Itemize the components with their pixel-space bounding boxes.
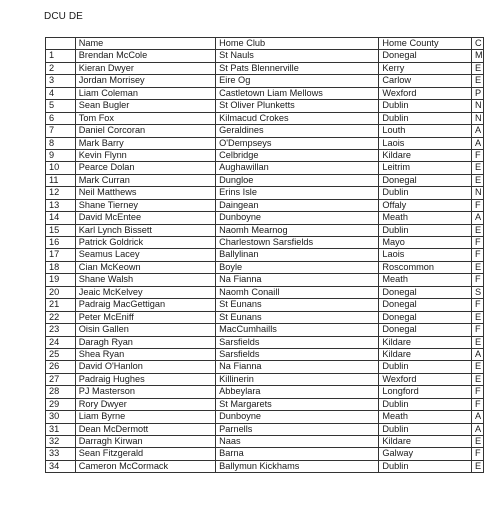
cell-home-club: Ballylinan <box>216 249 379 261</box>
table-header-row <box>46 38 484 50</box>
cell-number: 4 <box>46 87 76 99</box>
table-row <box>46 62 484 74</box>
cell-number: 31 <box>46 423 76 435</box>
cell-home-club: Ballymun Kickhams <box>216 460 379 472</box>
cell-number: 11 <box>46 174 76 186</box>
cell-home-county: Kildare <box>379 436 472 448</box>
table-row <box>46 324 484 336</box>
cell-clipped: A <box>471 137 483 149</box>
table-row <box>46 448 484 460</box>
cell-home-club: Abbeylara <box>216 386 379 398</box>
cell-home-county: Wexford <box>379 373 472 385</box>
cell-number: 14 <box>46 212 76 224</box>
cell-home-county: Laois <box>379 137 472 149</box>
cell-number: 19 <box>46 274 76 286</box>
cell-home-county: Donegal <box>379 50 472 62</box>
cell-home-club: Naas <box>216 436 379 448</box>
table-row <box>46 398 484 410</box>
cell-home-county: Dublin <box>379 100 472 112</box>
cell-clipped: E <box>471 436 483 448</box>
cell-home-club: Dungloe <box>216 174 379 186</box>
cell-clipped: F <box>471 299 483 311</box>
table-row <box>46 137 484 149</box>
cell-home-club: Sarsfields <box>216 348 379 360</box>
cell-clipped: F <box>471 199 483 211</box>
table-row <box>46 87 484 99</box>
cell-clipped: E <box>471 336 483 348</box>
table-row <box>46 460 484 472</box>
cell-clipped: N <box>471 100 483 112</box>
cell-number: 20 <box>46 286 76 298</box>
cell-name: Shane Tierney <box>75 199 215 211</box>
cell-clipped: E <box>471 75 483 87</box>
table-row <box>46 311 484 323</box>
cell-home-club: Sarsfields <box>216 336 379 348</box>
cell-home-club: St Eunans <box>216 311 379 323</box>
cell-clipped: S <box>471 286 483 298</box>
cell-number: 30 <box>46 411 76 423</box>
cell-clipped: F <box>471 249 483 261</box>
cell-name: Shane Walsh <box>75 274 215 286</box>
cell-home-club: St Nauls <box>216 50 379 62</box>
cell-home-county: Carlow <box>379 75 472 87</box>
table-body <box>46 50 484 473</box>
cell-number: 21 <box>46 299 76 311</box>
cell-home-county: Laois <box>379 249 472 261</box>
cell-name: Darragh Kirwan <box>75 436 215 448</box>
table-row <box>46 149 484 161</box>
cell-name: Kieran Dwyer <box>75 62 215 74</box>
cell-name: Liam Coleman <box>75 87 215 99</box>
cell-clipped: F <box>471 237 483 249</box>
cell-home-club: Boyle <box>216 261 379 273</box>
table-row <box>46 386 484 398</box>
cell-home-club: Barna <box>216 448 379 460</box>
cell-home-county: Dublin <box>379 460 472 472</box>
cell-home-club: Celbridge <box>216 149 379 161</box>
cell-home-club: Eire Og <box>216 75 379 87</box>
cell-clipped: E <box>471 460 483 472</box>
table-row <box>46 75 484 87</box>
table-row <box>46 174 484 186</box>
table-row <box>46 162 484 174</box>
cell-name: Mark Barry <box>75 137 215 149</box>
cell-name: PJ Masterson <box>75 386 215 398</box>
cell-home-county: Donegal <box>379 311 472 323</box>
cell-home-county: Kildare <box>379 149 472 161</box>
cell-home-county: Dublin <box>379 187 472 199</box>
cell-clipped: M <box>471 50 483 62</box>
cell-number: 9 <box>46 149 76 161</box>
cell-name: Brendan McCole <box>75 50 215 62</box>
cell-name: Jeaic McKelvey <box>75 286 215 298</box>
cell-clipped: E <box>471 373 483 385</box>
cell-name: Sean Bugler <box>75 100 215 112</box>
table-row <box>46 373 484 385</box>
cell-name: Kevin Flynn <box>75 149 215 161</box>
header-name: Name <box>75 38 215 50</box>
cell-number: 27 <box>46 373 76 385</box>
cell-number: 23 <box>46 324 76 336</box>
cell-name: Tom Fox <box>75 112 215 124</box>
cell-name: Sean Fitzgerald <box>75 448 215 460</box>
table-row <box>46 237 484 249</box>
cell-name: Patrick Goldrick <box>75 237 215 249</box>
cell-number: 22 <box>46 311 76 323</box>
cell-home-county: Roscommon <box>379 261 472 273</box>
cell-clipped: A <box>471 348 483 360</box>
cell-home-county: Dublin <box>379 361 472 373</box>
cell-number: 7 <box>46 125 76 137</box>
header-number <box>46 38 76 50</box>
cell-name: Daniel Corcoran <box>75 125 215 137</box>
cell-number: 18 <box>46 261 76 273</box>
cell-clipped: F <box>471 398 483 410</box>
cell-name: Daragh Ryan <box>75 336 215 348</box>
cell-home-county: Meath <box>379 212 472 224</box>
cell-number: 8 <box>46 137 76 149</box>
cell-home-club: Dunboyne <box>216 411 379 423</box>
cell-home-county: Louth <box>379 125 472 137</box>
cell-clipped: E <box>471 311 483 323</box>
cell-number: 33 <box>46 448 76 460</box>
header-clipped-column: C <box>471 38 483 50</box>
cell-number: 3 <box>46 75 76 87</box>
cell-name: Mark Curran <box>75 174 215 186</box>
table-row <box>46 423 484 435</box>
player-table <box>45 37 484 473</box>
cell-number: 5 <box>46 100 76 112</box>
cell-home-club: St Oliver Plunketts <box>216 100 379 112</box>
cell-name: Padraig MacGettigan <box>75 299 215 311</box>
cell-home-club: Kilmacud Crokes <box>216 112 379 124</box>
cell-number: 16 <box>46 237 76 249</box>
cell-number: 15 <box>46 224 76 236</box>
cell-clipped: N <box>471 187 483 199</box>
cell-home-club: Aughawillan <box>216 162 379 174</box>
cell-clipped: A <box>471 411 483 423</box>
cell-clipped: N <box>471 112 483 124</box>
cell-number: 32 <box>46 436 76 448</box>
table-row <box>46 261 484 273</box>
cell-name: Pearce Dolan <box>75 162 215 174</box>
cell-home-county: Galway <box>379 448 472 460</box>
cell-name: David McEntee <box>75 212 215 224</box>
table-row <box>46 224 484 236</box>
cell-clipped: E <box>471 174 483 186</box>
table-row <box>46 199 484 211</box>
cell-name: Karl Lynch Bissett <box>75 224 215 236</box>
cell-clipped: A <box>471 423 483 435</box>
cell-home-club: Daingean <box>216 199 379 211</box>
cell-home-county: Wexford <box>379 87 472 99</box>
cell-home-club: Parnells <box>216 423 379 435</box>
cell-home-county: Kildare <box>379 348 472 360</box>
cell-clipped: F <box>471 386 483 398</box>
cell-name: Shea Ryan <box>75 348 215 360</box>
cell-home-county: Offaly <box>379 199 472 211</box>
table-row <box>46 125 484 137</box>
cell-clipped: F <box>471 448 483 460</box>
cell-home-club: Killinerin <box>216 373 379 385</box>
cell-number: 17 <box>46 249 76 261</box>
cell-home-county: Donegal <box>379 299 472 311</box>
cell-home-county: Mayo <box>379 237 472 249</box>
cell-name: Cian McKeown <box>75 261 215 273</box>
cell-number: 13 <box>46 199 76 211</box>
table-row <box>46 348 484 360</box>
table-row <box>46 336 484 348</box>
cell-clipped: A <box>471 212 483 224</box>
cell-clipped: E <box>471 261 483 273</box>
cell-home-club: St Eunans <box>216 299 379 311</box>
document-title: DCU DE <box>44 11 83 22</box>
cell-clipped: E <box>471 62 483 74</box>
cell-number: 25 <box>46 348 76 360</box>
cell-home-club: St Margarets <box>216 398 379 410</box>
cell-home-club: Na Fianna <box>216 274 379 286</box>
cell-name: Dean McDermott <box>75 423 215 435</box>
cell-number: 2 <box>46 62 76 74</box>
table-row <box>46 249 484 261</box>
cell-clipped: E <box>471 224 483 236</box>
cell-name: Seamus Lacey <box>75 249 215 261</box>
cell-home-club: St Pats Blennerville <box>216 62 379 74</box>
cell-number: 1 <box>46 50 76 62</box>
cell-clipped: F <box>471 324 483 336</box>
table-row <box>46 361 484 373</box>
cell-home-club: O'Dempseys <box>216 137 379 149</box>
cell-clipped: E <box>471 361 483 373</box>
cell-name: Neil Matthews <box>75 187 215 199</box>
cell-home-county: Kildare <box>379 336 472 348</box>
cell-home-county: Kerry <box>379 62 472 74</box>
cell-home-county: Donegal <box>379 286 472 298</box>
cell-number: 34 <box>46 460 76 472</box>
cell-number: 12 <box>46 187 76 199</box>
cell-name: Rory Dwyer <box>75 398 215 410</box>
cell-number: 29 <box>46 398 76 410</box>
cell-name: Peter McEniff <box>75 311 215 323</box>
cell-name: Jordan Morrisey <box>75 75 215 87</box>
cell-home-county: Donegal <box>379 324 472 336</box>
cell-number: 24 <box>46 336 76 348</box>
cell-home-club: Geraldines <box>216 125 379 137</box>
table-row <box>46 286 484 298</box>
cell-home-club: MacCumhaills <box>216 324 379 336</box>
cell-number: 10 <box>46 162 76 174</box>
cell-number: 28 <box>46 386 76 398</box>
cell-clipped: P <box>471 87 483 99</box>
table-row <box>46 50 484 62</box>
table-row <box>46 411 484 423</box>
cell-name: Padraig Hughes <box>75 373 215 385</box>
cell-clipped: F <box>471 149 483 161</box>
cell-home-county: Dublin <box>379 398 472 410</box>
cell-home-county: Dublin <box>379 112 472 124</box>
cell-home-county: Meath <box>379 274 472 286</box>
cell-home-county: Longford <box>379 386 472 398</box>
cell-name: Oisin Gallen <box>75 324 215 336</box>
table-row <box>46 436 484 448</box>
cell-clipped: F <box>471 274 483 286</box>
header-home-club: Home Club <box>216 38 379 50</box>
cell-clipped: A <box>471 125 483 137</box>
table-row <box>46 112 484 124</box>
table-row <box>46 187 484 199</box>
cell-home-club: Dunboyne <box>216 212 379 224</box>
table-row <box>46 212 484 224</box>
cell-name: David O'Hanlon <box>75 361 215 373</box>
cell-name: Cameron McCormack <box>75 460 215 472</box>
cell-home-county: Donegal <box>379 174 472 186</box>
cell-home-club: Naomh Mearnog <box>216 224 379 236</box>
cell-home-club: Na Fianna <box>216 361 379 373</box>
cell-home-county: Dublin <box>379 224 472 236</box>
cell-clipped: E <box>471 162 483 174</box>
cell-home-club: Naomh Conaill <box>216 286 379 298</box>
cell-number: 6 <box>46 112 76 124</box>
cell-home-club: Castletown Liam Mellows <box>216 87 379 99</box>
header-home-county: Home County <box>379 38 472 50</box>
cell-home-county: Dublin <box>379 423 472 435</box>
cell-home-county: Meath <box>379 411 472 423</box>
table-row <box>46 299 484 311</box>
table-row <box>46 274 484 286</box>
cell-home-club: Charlestown Sarsfields <box>216 237 379 249</box>
cell-name: Liam Byrne <box>75 411 215 423</box>
table-row <box>46 100 484 112</box>
cell-home-county: Leitrim <box>379 162 472 174</box>
cell-home-club: Erins Isle <box>216 187 379 199</box>
cell-number: 26 <box>46 361 76 373</box>
